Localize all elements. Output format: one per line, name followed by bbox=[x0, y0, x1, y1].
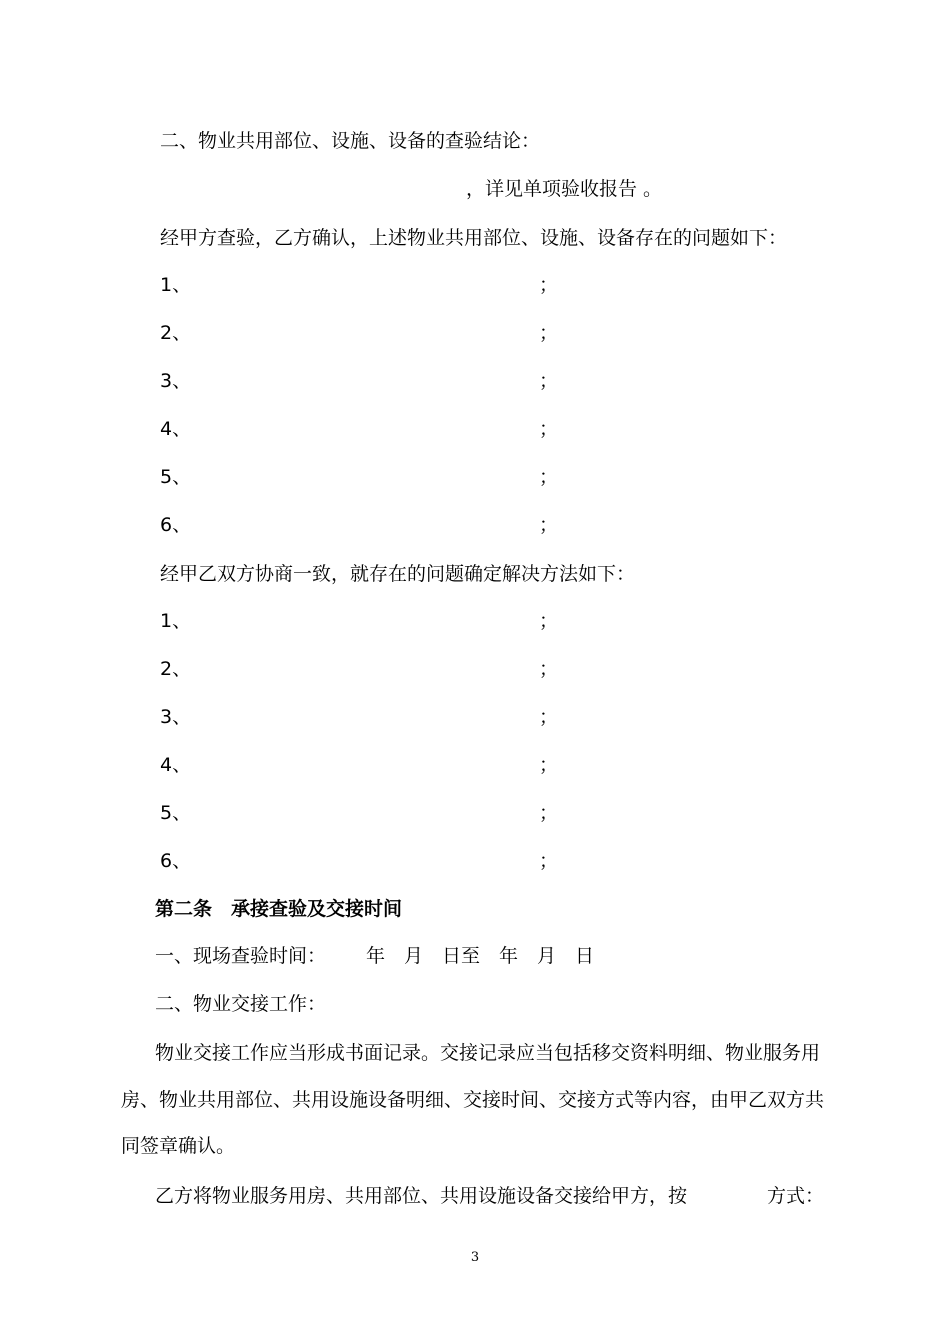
conclusion-heading: 二、物业共用部位、设施、设备的查验结论： bbox=[160, 130, 541, 152]
list-item-semicolon: ； bbox=[539, 706, 559, 728]
paragraph-line: 物业交接工作应当形成书面记录。交接记录应当包括移交资料明细、物业服务用 bbox=[155, 1042, 821, 1064]
list-item-semicolon: ； bbox=[539, 514, 559, 536]
list-item-number: 1、 bbox=[160, 274, 192, 296]
list-item-number: 3、 bbox=[160, 706, 192, 728]
conclusion-detail: ，详见单项验收报告 。 bbox=[466, 178, 663, 200]
list-item-number: 4、 bbox=[160, 418, 192, 440]
list-item-number: 6、 bbox=[160, 850, 192, 872]
list-item-semicolon: ； bbox=[539, 418, 559, 440]
article-title: 第二条 承接查验及交接时间 bbox=[155, 898, 403, 920]
list-item-number: 5、 bbox=[160, 802, 192, 824]
list-item-number: 4、 bbox=[160, 754, 192, 776]
page-number: 3 bbox=[470, 1250, 480, 1265]
list-item-semicolon: ； bbox=[539, 802, 559, 824]
list-item-number: 1、 bbox=[160, 610, 192, 632]
list-item-number: 3、 bbox=[160, 370, 192, 392]
list-item-semicolon: ； bbox=[539, 466, 559, 488]
inspection-date-range: 年 月 日至 年 月 日 bbox=[366, 945, 595, 967]
handover-method-prefix: 乙方将物业服务用房、共用部位、共用设施设备交接给甲方，按 bbox=[155, 1185, 688, 1207]
inspection-time-label: 一、现场查验时间： bbox=[155, 945, 327, 967]
list-item-semicolon: ； bbox=[539, 754, 559, 776]
list-item-semicolon: ； bbox=[539, 610, 559, 632]
handover-method-suffix: 方式： bbox=[767, 1185, 825, 1207]
handover-work-heading: 二、物业交接工作： bbox=[155, 993, 327, 1015]
list-item-semicolon: ； bbox=[539, 850, 559, 872]
problems-intro: 经甲方查验，乙方确认，上述物业共用部位、设施、设备存在的问题如下： bbox=[160, 227, 788, 249]
list-item-number: 5、 bbox=[160, 466, 192, 488]
list-item-semicolon: ； bbox=[539, 322, 559, 344]
solutions-intro: 经甲乙双方协商一致，就存在的问题确定解决方法如下： bbox=[160, 563, 636, 585]
list-item-semicolon: ； bbox=[539, 658, 559, 680]
list-item-number: 2、 bbox=[160, 322, 192, 344]
paragraph-line: 房、物业共用部位、共用设施设备明细、交接时间、交接方式等内容，由甲乙双方共 bbox=[121, 1089, 825, 1111]
paragraph-line: 同签章确认。 bbox=[121, 1135, 236, 1157]
list-item-semicolon: ； bbox=[539, 274, 559, 296]
list-item-semicolon: ； bbox=[539, 370, 559, 392]
list-item-number: 2、 bbox=[160, 658, 192, 680]
list-item-number: 6、 bbox=[160, 514, 192, 536]
